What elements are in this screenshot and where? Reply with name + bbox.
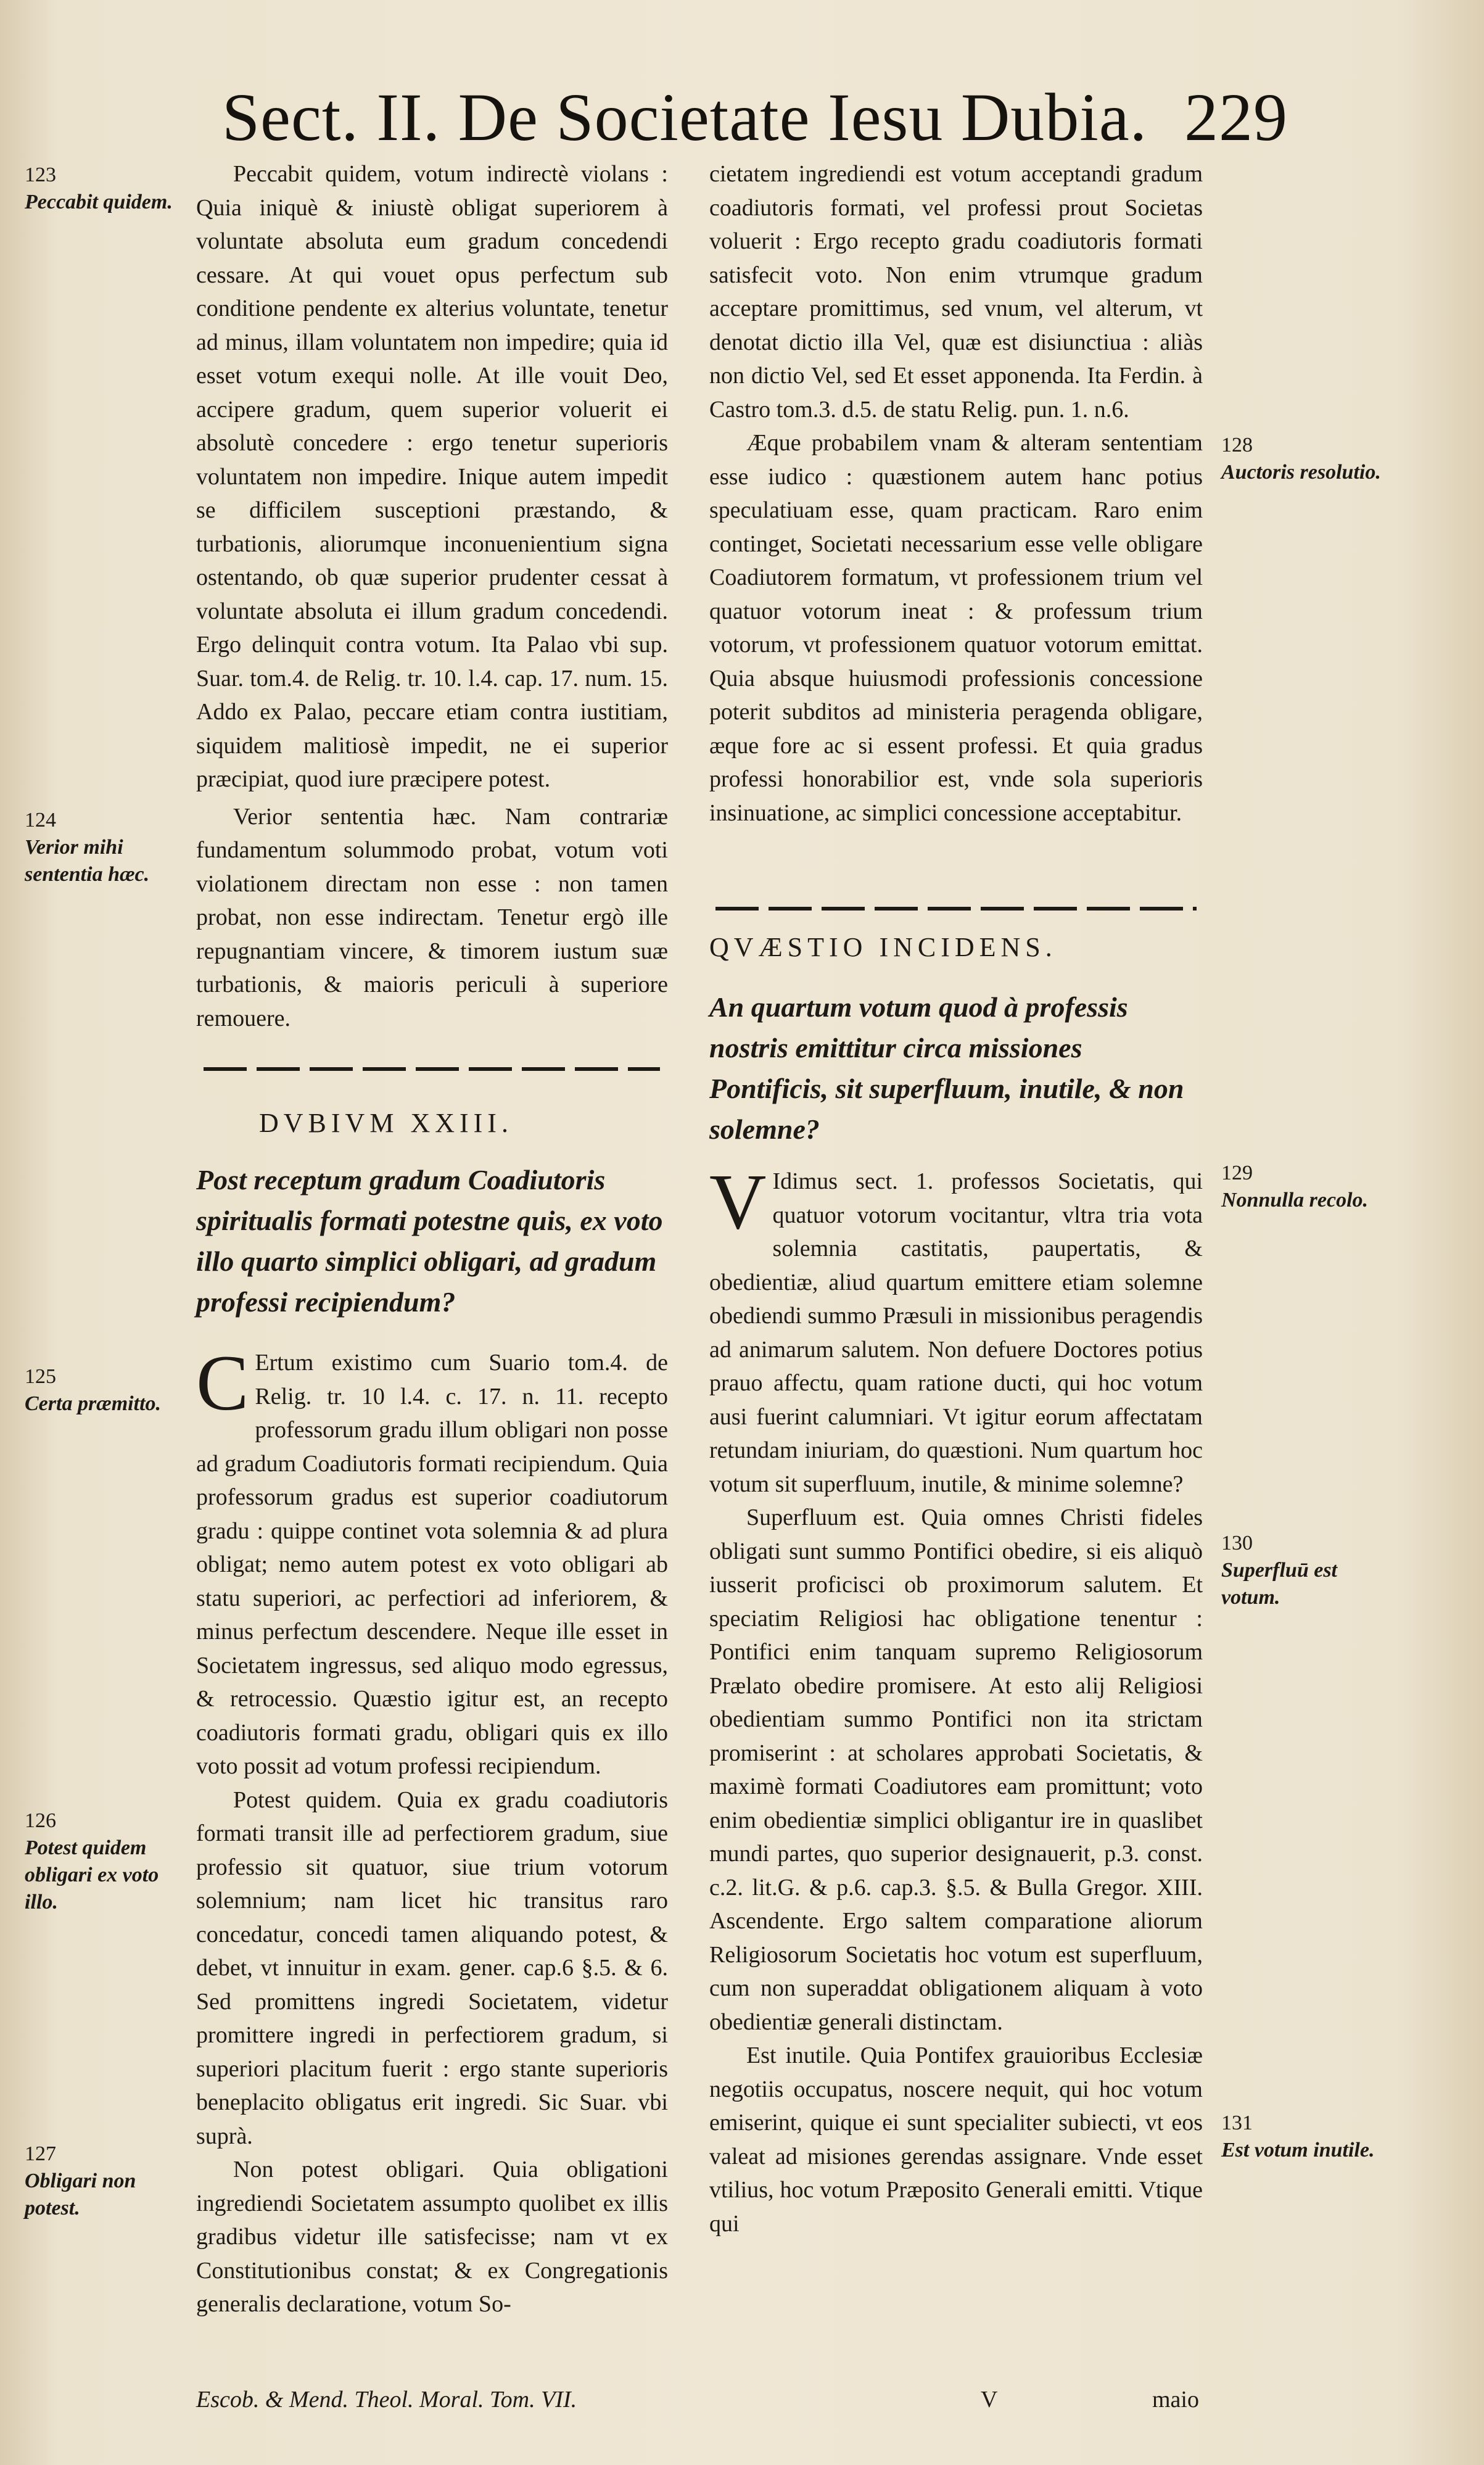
paragraph: V Idimus sect. 1. professos Societatis, qui quatuor votorum vocitantur, vltra tria vota solemnia castitatis, paupertatis, & obedientiæ, aliud quartum emittere etiam solemne obediendi summo Præsuli in missionibus peragendis ad animarum salutem. Non defuere Doctores potius prauo affectu, quam ratione ducti, qui hoc votum ausi fuerint calumniari. Vt igitur eorum affectatam retundam iniuriam, do quæstioni. Num quartum hoc votum sit superfluum, inutile, & minime solemne? [709,1158,1203,1497]
margin-note-131: 131 Est votum inutile. [1221,2112,1375,2162]
header-title: Sect. II. De Societate Iesu Dubia. [222,80,1148,155]
paragraph: Non potest obligari. Quia obligationi ingrediendi Societatem assumpto quolibet ex illis gradibus videtur ille satisfecisse; nam vt ex Constitutionibus constat; & ex Congregationis generalis declaratione, votum So- [196,2157,668,2317]
signature-mark: V [981,2387,998,2413]
question-heading: Post receptum gradum Coadiutoris spiritualis formati potestne quis, ex voto illo quarto simplici obligari, ad gradum professi recipiendum? [196,1164,663,1318]
margin-note-123: 123 Peccabit quidem. [25,163,173,213]
drop-cap: C [196,1339,249,1427]
paragraph: Superfluum est. Quia omnes Christi fideles obligati sunt summo Pontifici obedire, si eis aliquò iusserit proficisci ob proximorum salutem. Et speciatim Religiosi hac obligatione tenentur : Pontifici enim tanquam supremo Religiosorum Prælato obedire promisere. At esto alij Religiosi obedientiam summo Pontifici non ita strictam promiserint : at scholares approbati Societatis, & maximè formati Coadiutores eam promittunt; voto enim obedientiæ simplici obligantur ire in quaslibet mundi partes, quo superior designauerit, p.3. const. c.2. lit.G. & p.6. cap.3. §.5. & Bulla Gregor. XIII. Ascendente. Ergo saltem comparatione aliorum Religiosorum Societatis hoc votum est superfluum, cum non superaddat obligationem aliquam à voto obedientiæ generali distinctam. [709,1505,1203,2035]
margin-note-127: 127 Obligari non potest. [25,2142,136,2219]
drop-cap: V [709,1158,767,1245]
paragraph: Verior sententia hæc. Nam contrariæ fundamentum solummodo probat, votum voti violationem directam non esse : non tamen probat, non esse indirectam. Tenetur ergò ille repugnantiam vincere, & timorem iustum suæ turbationis, & maioris periculi à superiore remouere. [196,803,668,1031]
left-column-lower [196,1339,668,2321]
margin-note-130: 130 Superfluū est votum. [1221,1532,1337,1609]
paragraph: cietatem ingrediendi est votum acceptandi gradum coadiutoris formati, vel professi prout Societas voluerit : Ergo recepto gradu coadiutoris formati satisfecit voto. Non enim vtrumque gradum acceptare promittimus, sed vnum, vel alterum, vt denotat dictio illa Vel, quæ est disiunctiua : aliàs non dictio Vel, sed Et esset apponenda. Ita Ferdin. à Castro tom.3. d.5. de statu Relig. pun. 1. n.6. [709,161,1203,423]
paragraph: Potest quidem. Quia ex gradu coadiutoris formati transit ille ad perfectiorem gradum, siue professio sit quatuor, siue trium votorum solemnium; nam licet hic transitus raro concedatur, concedi tamen aliquando potest, & debet, vt innuitur in exam. gener. cap.6 §.5. & 6. Sed promittens ingredi Societatem, videtur promittere ingredi in perfectiorem gradum, si superiori placitum fuerit : ergo stante superioris beneplacito obligatus erit ingredi. Sic Suar. vbi suprà. [196,1786,668,2149]
quaestio-heading: QVÆSTIO INCIDENS. [709,932,1057,962]
divider-rule [204,1067,660,1071]
paragraph: Peccabit quidem, votum indirectè violans : Quia iniquè & iniustè obligat superiorem à voluntate absoluta eum gradum concedendi cessare. At qui vouet opus perfectum sub conditione pendente ex alterius voluntate, tenetur ad minus, illam voluntatem non impedire; quia id esset votum exequi nolle. At ille vouit Deo, accipere gradum, quem superior voluerit ei absolutè concedere : ergo tenetur superioris voluntatem non impedire. Inique autem impedit se difficilem susceptioni præstando, & turbationis, aliorumque inconuenientium signa ostentando, ob quæ superior prudenter cessat à voluntate absoluta ei illum gradum concedendi. Ergo delinquit contra votum. Ita Palao vbi sup. Suar. tom.4. de Relig. tr. 10. l.4. cap. 17. num. 15. Addo ex Palao, peccare etiam contra iustitiam, siquidem malitiosè impedit, ne ei superior præcipiat, quod iure præcipere potest. [196,161,668,792]
divider-rule [715,907,1197,910]
footer-author: Escob. & Mend. Theol. Moral. Tom. VII. [196,2387,577,2413]
running-header [222,74,1406,160]
margin-note-125: 125 Certa præmitto. [25,1365,162,1415]
right-column-lower [709,1158,1203,2240]
paragraph: Æque probabilem vnam & alteram sententiam esse iudico : quæstionem autem hanc potius speculatiuam esse, quam practicam. Raro enim continget, Societati necessarium esse velle obligare Coadiutorem formatum, vt professionem trium vel quatuor votorum ineat : & professum trium votorum, vt professionem quatuor votorum emittat. Quia absque huiusmodi professionis concessione poterit subditos ad ministeria peragenda obligare, æque fore ac si essent professi. Et quia gradus professi honorabilior est, vnde sola superioris insinuatione, ac simplici concessione acceptabitur. [709,430,1203,826]
catchword: maio [1152,2387,1199,2413]
paragraph: Est inutile. Quia Pontifex grauioribus Ecclesiæ negotiis occupatus, noscere nequit, qui hoc votum emiserint, quique ei sunt specialiter subiecti, vt eos valeat ad misiones gerendas assignare. Vnde esset vtilius, hoc votum Præposito Generali emitti. Vtique qui [709,2042,1203,2237]
margin-note-124: 124 Verior mihi sententia hæc. [25,809,150,886]
margin-note-129: 129 Nonnulla recolo. [1221,1162,1369,1212]
margin-note-126: 126 Potest quidem obligari ex voto illo. [25,1809,159,1914]
right-column [709,157,1203,830]
left-column [196,157,668,1035]
dubium-heading: DVBIVM XXIII. [259,1108,513,1138]
margin-note-128: 128 Auctoris resolutio. [1221,434,1381,484]
paragraph: C Ertum existimo cum Suario tom.4. de Relig. tr. 10 l.4. c. 17. n. 11. recepto professorum gradu illum obligari non posse ad gradum Coadiutoris formati recipiendum. Quia professorum gradus est superior coadiutorum gradu : quippe continet vota solemnia & ad plura obligat; nemo autem potest ex voto obligari ab statu superiori, ac perfectiori ad inferiorem, & minus perfectum descendere. Neque ille esset in Societatem ingressus, sed aliquo modo egressus, & retrocessio. Quæstio igitur est, an recepto coadiutoris formati gradu, obligari quis ex illo voto possit ad votum professi recipiendum. [196,1339,668,1779]
page-number: 229 [1184,80,1288,155]
question-heading: An quartum votum quod à professis nostris emittitur circa missiones Pontificis, sit superfluum, inutile, & non solemne? [709,991,1184,1145]
